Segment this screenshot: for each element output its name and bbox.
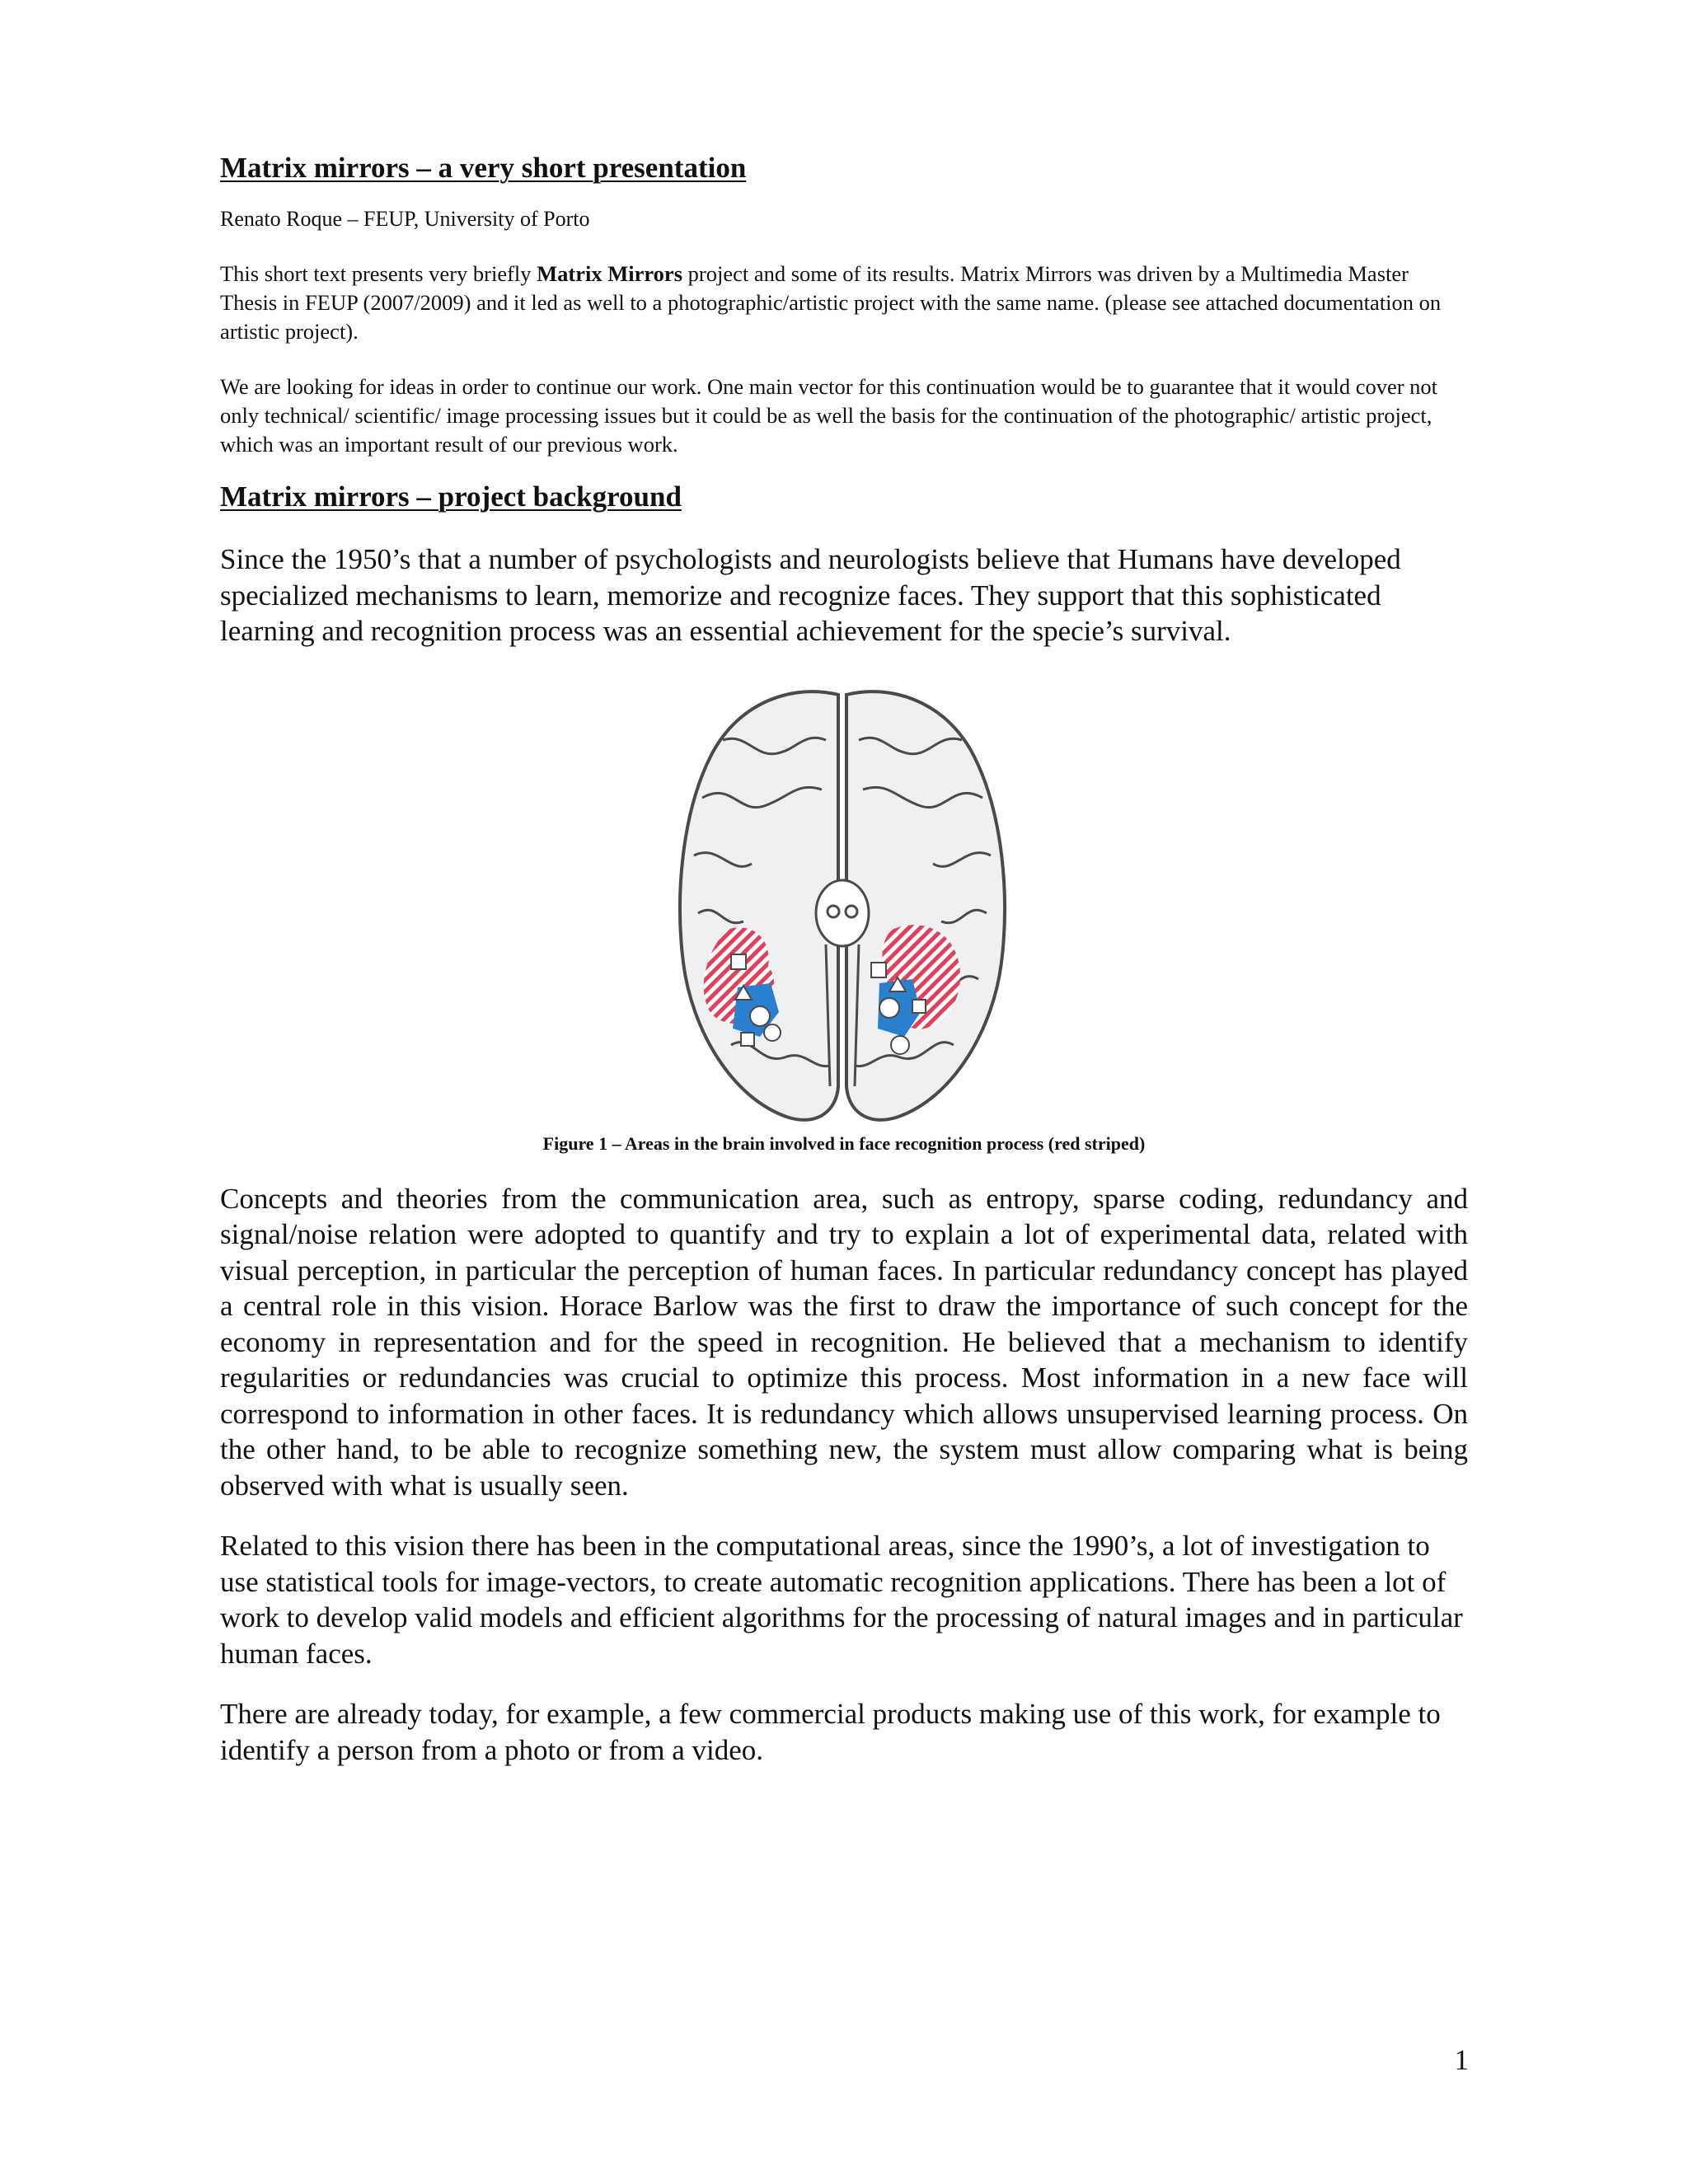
continuation-paragraph: We are looking for ideas in order to continue our work. One main vector for this continuation would be to guarantee that it would cover not only technical/ scientific/ image processing issues but it could be as well the basis for the continuation of the photographic/ artistic project, which was an important result of our previous work. [220, 374, 1438, 457]
left-hemisphere [680, 691, 838, 1120]
right-hemisphere [846, 691, 1005, 1120]
background-paragraph-1: Since the 1950’s that a number of psychologists and neurologists believe that Humans have developed specialized mechanisms to learn, memorize and recognize faces. They support that this sophisticated learning and recognition process was an essential achievement for the specie’s survival. [220, 543, 1401, 647]
intro-text-end: project and some of its results. Matrix Mirrors was driven by a Multimedia Master Thesis in FEUP (2007/2009) and it led as well to a photographic/artistic project with the same name. (please see attached documentation on artistic project). [220, 261, 1442, 344]
brain-illustration [673, 682, 1011, 1127]
project-name-bold: Matrix Mirrors [537, 261, 683, 286]
author-line: Renato Roque – FEUP, University of Porto [220, 207, 590, 231]
background-paragraph-4: There are already today, for example, a few commercial products making use of this work, for example to identify a person from a photo or from a video. [220, 1698, 1441, 1766]
document-body [220, 148, 1468, 1768]
background-paragraph-3: Related to this vision there has been in the computational areas, since the 1990’s, a lot of investigation to use statistical tools for image-vectors, to create automatic recognition applications. There has been a lot of work to develop valid models and efficient algorithms for the processing of natural images and in particular human faces. [220, 1530, 1463, 1670]
intro-text-start: This short text presents very briefly [220, 261, 537, 286]
background-paragraph-2: Concepts and theories from the communication area, such as entropy, sparse coding, redundancy and signal/noise relation were adopted to quantify and try to explain a lot of experimental data, related with visual perception, in particular the perception of human faces. In particular redundancy concept has played a central role in this vision. Horace Barlow was the first to draw the importance of such concept for the economy in representation and for the speed in recognition. He believed that a mechanism to identify regularities or redundancies was crucial to optimize this process. Most information in a new face will correspond to information in other faces. It is redundancy which allows unsupervised learning process. On the other hand, to be able to recognize something new, the system must allow comparing what is being observed with what is usually seen. [220, 1182, 1468, 1502]
figure-caption: Figure 1 – Areas in the brain involved in face recognition process (red striped) [542, 1132, 1146, 1154]
page-number: 1 [1454, 2044, 1469, 2076]
section-heading: Matrix mirrors – project background [220, 480, 682, 513]
intro-paragraph [220, 260, 1468, 346]
document-title: Matrix mirrors – a very short presentation [220, 152, 747, 184]
figure-1 [220, 682, 1468, 1132]
